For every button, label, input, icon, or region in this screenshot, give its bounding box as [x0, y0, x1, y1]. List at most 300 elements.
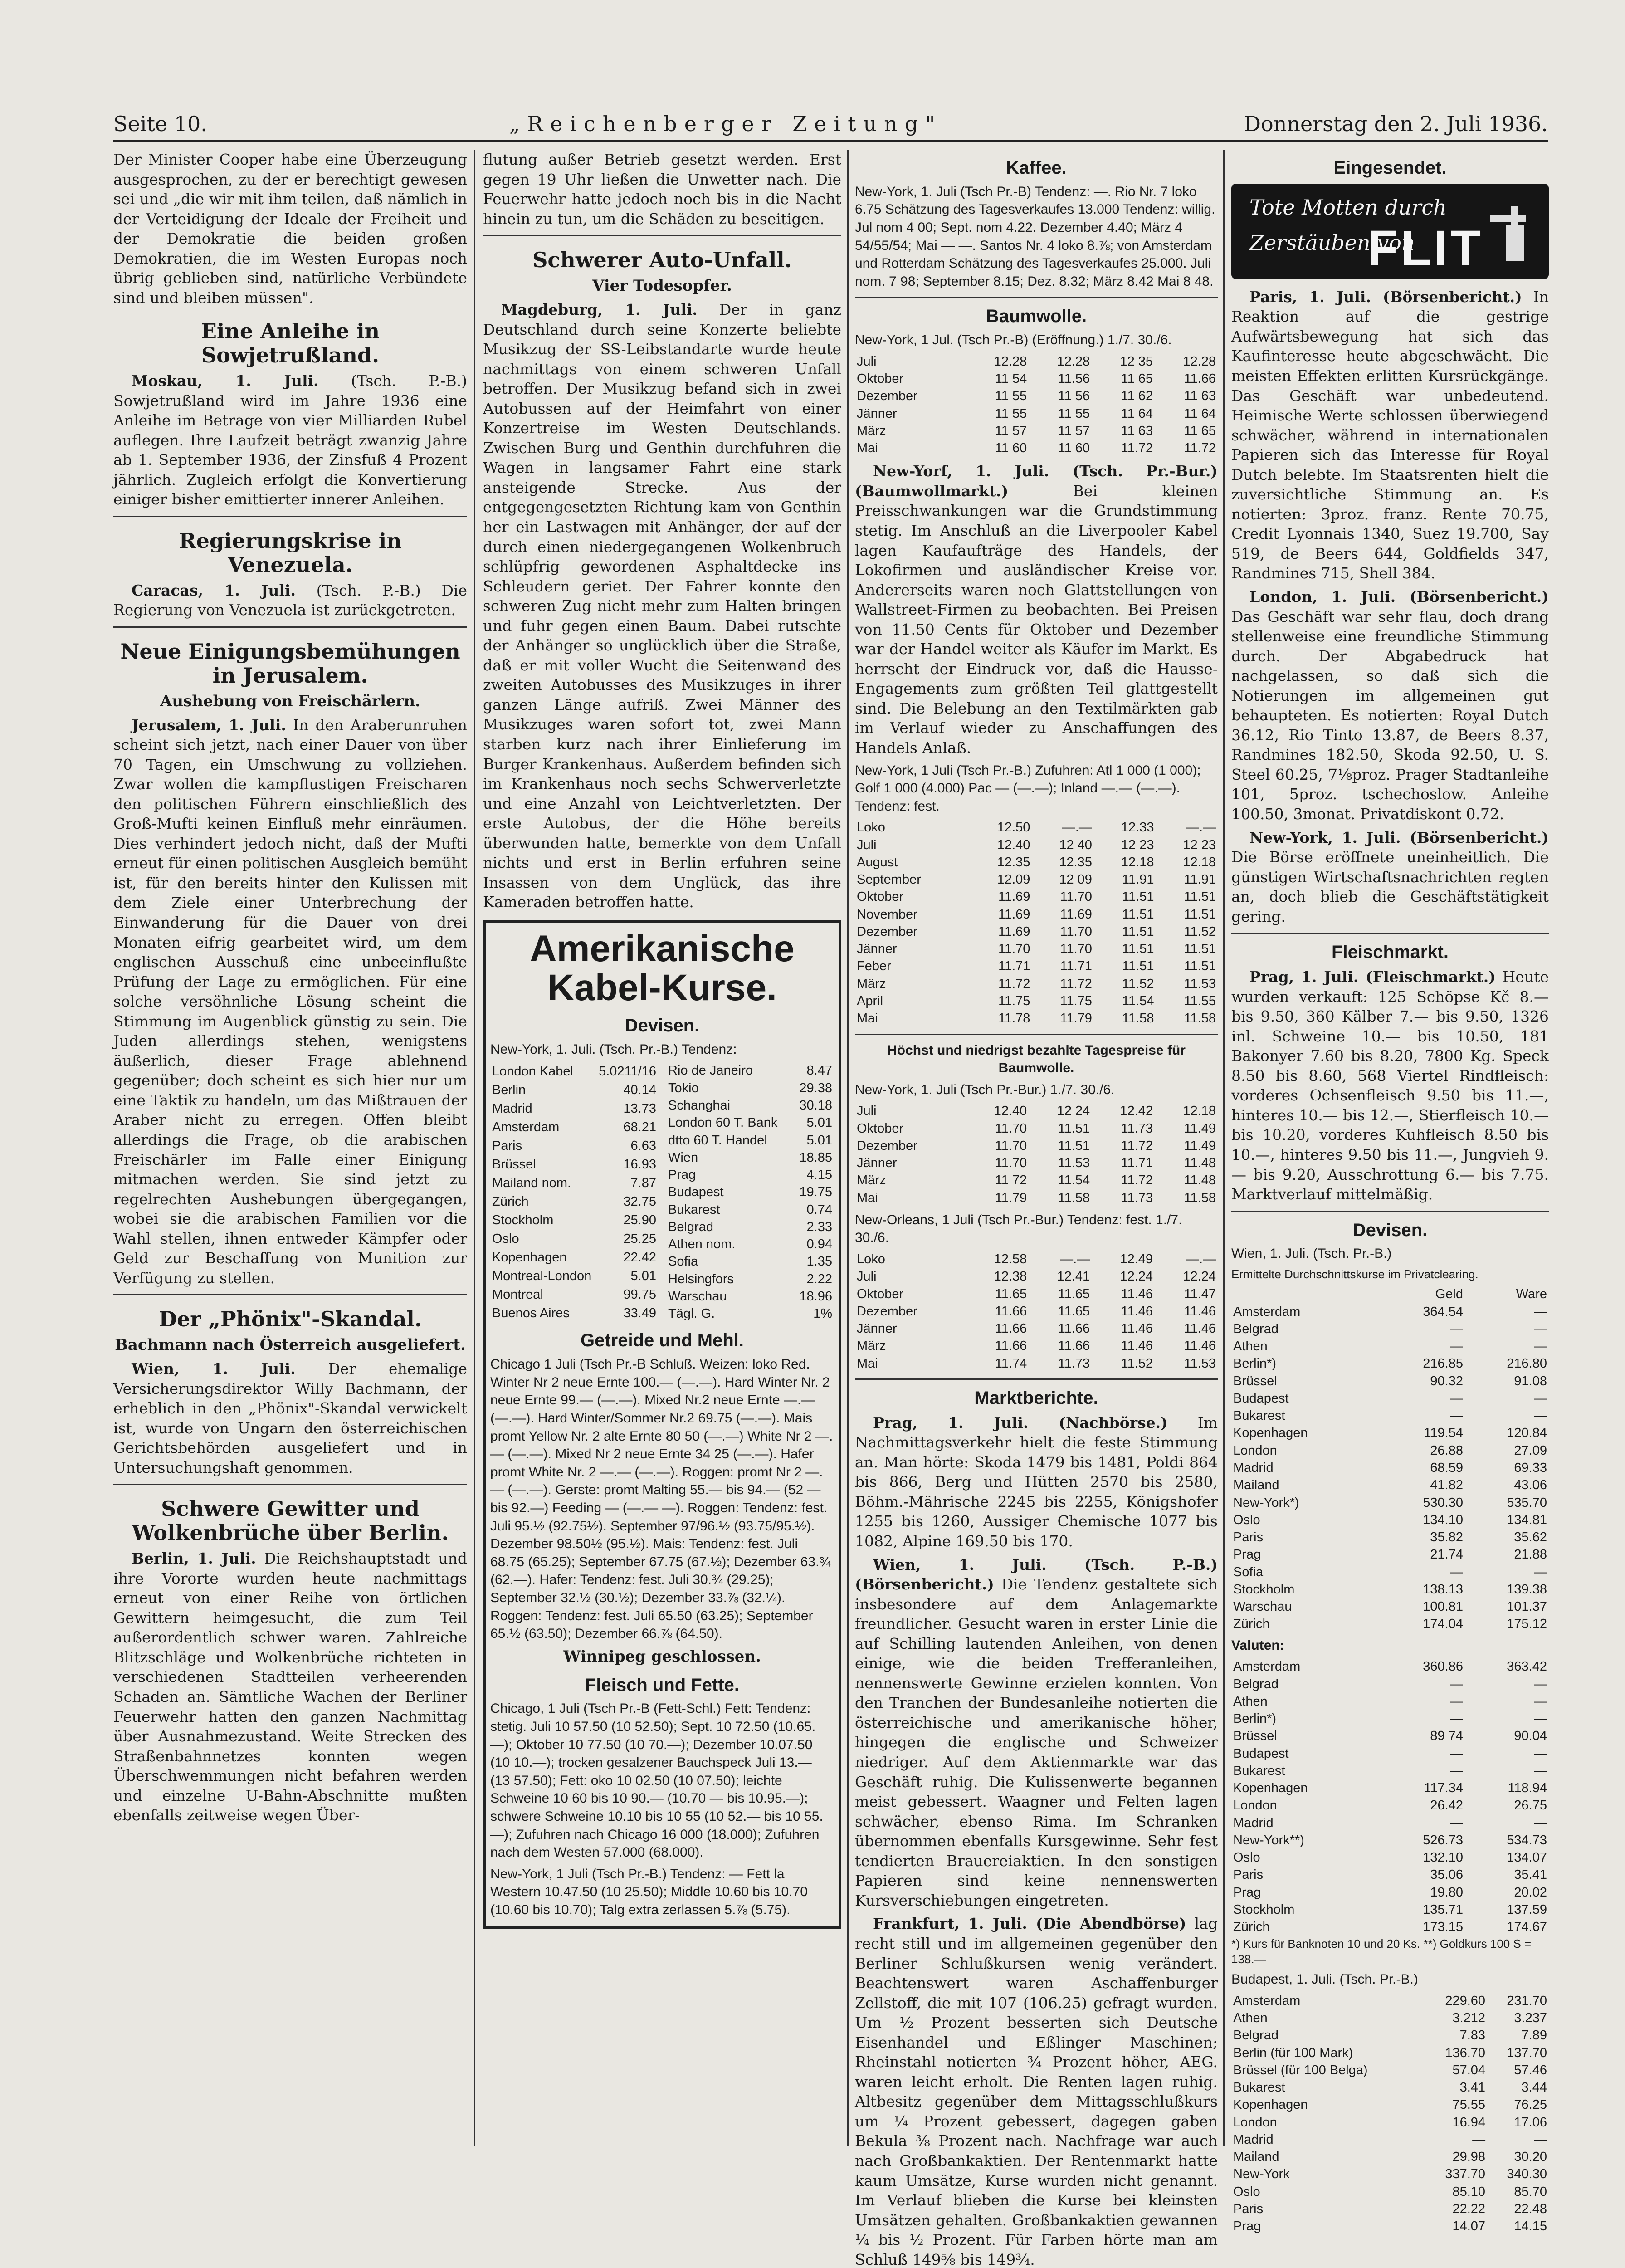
row-value: 12.28 — [1183, 354, 1216, 369]
article-text: Der in ganz Deutschland durch seine Konzerte beliebte Musikzug der SS-Leibstandarte wurde heute nachmittags von einem schweren Unfall betroffen. Der Musikzug befand sich in zwei Autobussen auf der Heimfahrt von einer Konzertreise im Westen Deutschlands. Zwischen Burg und Genthin durchfuhren die Wagen in langsamer Fahrt eine stark ansteigende Strecke. Aus der entgegengesetzten Richtung kam von Genthin her ein Lastwagen mit Anhänger, der auf der durch einen niedergegangenen Wolkenbruch schlüpfrig gewordenen Asphaltdecke ins Schleudern geriet. Der Fahrer konnte den schweren Zug nicht mehr zum Halten bringen und fuhr gegen einen Baum. Dabei rutschte der Anhänger so unglücklich über die Straße, daß er mit voller Wucht die Seitenwand des zweiten Autobusses des Musikzuges in ihrer ganzen Länge aufriß. Zwei Männer des Musikzuges waren sofort tot, zwei Mann starben kurz nach ihrer Einlieferung im Burger Krankenhaus. Außerdem befinden sich im Krankenhaus noch sechs Schwerverletzte und eine Anzahl von Leichtverletzten. Der erste Autobus, der die Höhe bereits überwunden hatte, bemerkte von dem Unfall nichts und erst in Berlin erfuhren seine Insassen von dem Unglück, das ihre Kameraden betroffen hatte. — [483, 300, 841, 911]
row-value: 11 65 — [1184, 423, 1216, 438]
table-row — [490, 1266, 658, 1285]
row-label: Amsterdam — [1233, 1993, 1301, 2008]
table-row — [1231, 1884, 1549, 1901]
row-label: Belgrad — [1233, 1677, 1279, 1691]
article-text: In Reaktion auf die gestrige Aufwärtsbewegung hat sich das Kaufinteresse heute abgeschwächt. Die meisten Effekten erlitten Kursrückgänge. Das Geschäft war unbedeutend. Heimische Werte schlossen überwiegend schwächer, während in internationalen Papieren sich das Interesse für Royal Dutch belebte. Im Staatsrenten hielt die zuversichtliche Stimmung an. Es notierten: 3proz. franz. Rente 70.75, Credit Lyonnais 1340, Suez 19.700, Say 519, de Beers 644, Goldfields 347, Randmines 715, Shell 384. — [1231, 288, 1549, 582]
article-continuation: Der Minister Cooper habe eine Überzeugung ausgesprochen, zu der er berechtigt gewesen sei und „die wir mit ihm teilen, daß nämlich in der Verteidigung der Ideale der Freiheit und der Demokratie die beiden großen Demokratien, die im Westen Europas noch übrig geblieben sind, natürliche Verbündete sind und bleiben müssen". — [113, 151, 467, 307]
row-value: 35.82 — [1430, 1530, 1463, 1545]
row-value: 3.44 — [1521, 2080, 1547, 2095]
row-value: 5.01 — [806, 1133, 832, 1148]
table-row — [666, 1218, 834, 1236]
row-value: 75.55 — [1452, 2097, 1486, 2112]
row-value: 25.90 — [623, 1212, 656, 1227]
table-header-blank — [1231, 1286, 1381, 1303]
table-row — [1231, 1373, 1549, 1390]
row-value: 11.46 — [1184, 1304, 1216, 1319]
row-value: 11.70 — [995, 1121, 1027, 1136]
table-row — [855, 1355, 1218, 1372]
row-value: 33.49 — [623, 1305, 656, 1320]
row-label: Paris — [1233, 1867, 1264, 1882]
meat-report: Chicago, 1 Juli (Tsch Pr.-B (Fett-Schl.) Fett: Tendenz: stetig. Juli 10 57.50 (10 52.50); Sept. 10 72.50 (10.65.—); Oktober 10 77.50 (10 70.—); Dezember 10.07.50 (10 10.—); trocken gesalzener Bauchspeck Juli 13.— (13 57.50); Fett: oko 10 02.50 (10 07.50); leichte Schweine 10 60 bis 10 90.— (10.70 — bis 10.95.—); schwere Schweine 10.10 bis 10 55 (10 52.— bis 10 55.—); Zufuhren nach Chicago 16 000 (18.000); Zufuhren nach dem Westen 57.000 (68.000). — [490, 1701, 823, 1860]
article-body — [113, 1359, 467, 1477]
row-value: 137.70 — [1507, 2045, 1547, 2060]
row-value: 11.91 — [1122, 872, 1154, 887]
row-value: 229.60 — [1445, 1993, 1486, 2008]
row-label: Mai — [857, 1190, 878, 1205]
article-text: Der ehemalige Versicherungsdirektor Willy Bachmann, der erheblich in den „Phönix"-Skandal verwickelt ist, wurde von Ungarn den österreichischen Gerichtsbehörden ausgeliefert und in Untersuchungshaft genommen. — [113, 1360, 468, 1476]
article-separator — [855, 1034, 1218, 1035]
row-label: Bukarest — [1233, 1408, 1285, 1423]
table-heading: Valuten: — [1231, 1637, 1284, 1653]
row-value: 85.70 — [1514, 2184, 1547, 2199]
row-value: 11.46 — [1184, 1321, 1216, 1336]
row-label: Feber — [857, 959, 891, 974]
row-value: 11 54 — [995, 371, 1027, 386]
table-row — [666, 1114, 834, 1131]
row-value: 76.25 — [1514, 2097, 1547, 2112]
row-label: Paris — [1233, 2201, 1264, 2216]
article-separator — [113, 626, 467, 628]
row-value: 11.51 — [1184, 890, 1216, 904]
row-value: — — [1534, 1321, 1547, 1336]
row-label: April — [857, 993, 883, 1008]
row-value: 12 40 — [1059, 837, 1092, 852]
row-value: 40.14 — [623, 1082, 656, 1097]
row-label: Dezember — [857, 389, 917, 404]
budapest-table — [1231, 1992, 1549, 2235]
row-label: Oktober — [857, 1121, 904, 1136]
row-label: Budapest — [668, 1185, 724, 1200]
row-value: 11.51 — [1122, 890, 1154, 904]
row-label: Tokio — [668, 1080, 699, 1095]
article-separator — [113, 516, 467, 517]
row-value: 90.04 — [1514, 1729, 1547, 1744]
row-value: 337.70 — [1445, 2167, 1486, 2182]
ad-brand: FLIT — [1367, 220, 1484, 276]
row-value: 68.59 — [1430, 1461, 1463, 1476]
row-label: Juli — [857, 1104, 877, 1119]
row-label: Helsingfors — [668, 1271, 734, 1286]
table-row — [1231, 1832, 1549, 1849]
table-row — [855, 871, 1218, 888]
section-heading: Kaffee. — [1006, 158, 1067, 178]
table-row — [1231, 1676, 1549, 1693]
row-label: New-York — [1233, 2167, 1290, 2182]
table-row — [855, 1172, 1218, 1189]
page-number: Seite 10. — [113, 112, 207, 136]
row-label: August — [857, 855, 898, 870]
section-heading: Fleischmarkt. — [1332, 942, 1449, 963]
dateline: Magdeburg, 1. Juli. — [501, 300, 698, 318]
table-row — [855, 422, 1218, 440]
dateline: New-Yorf, 1. Juli. (Tsch. Pr.-Bur.) (Baumwollmarkt.) — [855, 462, 1218, 500]
row-value: 90.32 — [1430, 1374, 1463, 1388]
table-row — [855, 1303, 1218, 1320]
row-label: Madrid — [1233, 1461, 1274, 1476]
row-label: März — [857, 1339, 886, 1354]
row-value: 7.87 — [630, 1175, 656, 1190]
row-label: Madrid — [1233, 2132, 1274, 2147]
article-body — [855, 1555, 1218, 1911]
row-value: 11.69 — [1060, 907, 1092, 922]
row-value: 19.80 — [1430, 1885, 1463, 1900]
table-row — [1231, 1797, 1549, 1814]
row-value: 18.85 — [799, 1150, 832, 1165]
dateline: New-York, 1. Juli. (Börsenbericht.) — [1249, 828, 1549, 846]
row-value: 11.73 — [1058, 1356, 1090, 1371]
table-row — [855, 387, 1218, 405]
row-label: Athen — [1233, 1694, 1268, 1709]
dateline: Paris, 1. Juli. (Börsenbericht.) — [1249, 288, 1522, 306]
cable-rates-title: Amerikanische Kabel-Kurse. — [530, 928, 795, 1008]
row-value: —.— — [1062, 820, 1092, 835]
article-separator — [1231, 1211, 1549, 1212]
row-label: Oktober — [857, 1286, 904, 1301]
table-row — [1231, 1866, 1549, 1883]
row-value: 11.49 — [1184, 1121, 1216, 1136]
article-subheadline: Aushebung von Freischärlern. — [160, 692, 420, 710]
row-value: 69.33 — [1514, 1461, 1547, 1476]
table-row — [855, 958, 1218, 975]
row-label: Buenos Aires — [492, 1305, 570, 1320]
table-row — [855, 836, 1218, 854]
row-value: 20.02 — [1514, 1885, 1547, 1900]
row-value: 11 60 — [1058, 441, 1090, 456]
row-value: 26.75 — [1514, 1798, 1547, 1813]
row-value: 11.54 — [1058, 1173, 1090, 1188]
row-value: 11.73 — [1121, 1190, 1153, 1205]
section-heading: Eingesendet. — [1333, 158, 1447, 178]
row-label: Zürich — [1233, 1920, 1270, 1935]
row-value: — — [1449, 1391, 1463, 1406]
row-value: 134.07 — [1507, 1850, 1547, 1865]
row-value: 139.38 — [1507, 1582, 1547, 1597]
table-row — [666, 1271, 834, 1288]
article-body — [1231, 828, 1549, 927]
row-value: — — [1534, 1677, 1547, 1691]
row-value: — — [1534, 1763, 1547, 1778]
col-header-ware: Ware — [1516, 1287, 1547, 1302]
table-row — [855, 405, 1218, 422]
vienna-valuten-table — [1231, 1658, 1549, 1936]
row-value: —.— — [1060, 1252, 1090, 1267]
row-value: 57.46 — [1514, 2063, 1547, 2077]
row-label: März — [857, 976, 886, 991]
row-value: 138.13 — [1423, 1582, 1463, 1597]
article-body — [113, 371, 467, 509]
cotton-highlow-table — [855, 1102, 1218, 1207]
dateline: Prag, 1. Juli. (Fleischmarkt.) — [1249, 968, 1496, 986]
row-label: New-York*) — [1233, 1495, 1299, 1510]
row-label: Kopenhagen — [492, 1250, 567, 1265]
table-row — [1231, 1529, 1549, 1546]
row-value: 11.52 — [1122, 976, 1154, 991]
row-label: Madrid — [492, 1101, 532, 1116]
row-label: Oslo — [1233, 2184, 1260, 2199]
section-heading: Devisen. — [1352, 1220, 1428, 1240]
row-label: März — [857, 1173, 886, 1188]
table-row — [855, 1102, 1218, 1119]
row-value: 11.46 — [1121, 1286, 1153, 1301]
table-row — [490, 1192, 658, 1211]
row-label: Juli — [857, 837, 877, 852]
row-value: 12.50 — [997, 820, 1030, 835]
row-value: 11 55 — [995, 389, 1027, 404]
row-value: 530.30 — [1423, 1495, 1463, 1510]
row-label: Belgrad — [668, 1219, 713, 1234]
row-value: 14.07 — [1452, 2219, 1486, 2234]
table-row — [855, 992, 1218, 1010]
section-heading: Devisen. — [625, 1016, 700, 1036]
row-value: 11.66 — [1184, 371, 1216, 386]
devisen-table-left — [490, 1062, 658, 1322]
table-row — [855, 940, 1218, 958]
row-label: Mai — [857, 1356, 878, 1371]
row-value: 3.237 — [1514, 2011, 1547, 2025]
ad-text: Zerstäuben von — [1249, 230, 1415, 255]
row-value: 134.10 — [1423, 1512, 1463, 1527]
table-row — [666, 1132, 834, 1149]
row-value: 5.01 — [806, 1115, 832, 1130]
row-value: 21.74 — [1430, 1547, 1463, 1562]
article-body — [113, 581, 467, 620]
row-label: Bukarest — [668, 1202, 720, 1217]
row-value: 11.66 — [995, 1339, 1027, 1354]
cotton-opening-table — [855, 353, 1218, 457]
row-value: 11.73 — [1121, 1121, 1153, 1136]
row-value: 8.47 — [806, 1063, 832, 1078]
row-label: Schanghai — [668, 1098, 731, 1113]
row-value: — — [1534, 1304, 1547, 1319]
row-value: 11.53 — [1058, 1156, 1090, 1171]
table-row — [1231, 1442, 1549, 1459]
row-value: — — [1449, 1815, 1463, 1830]
row-label: Dezember — [857, 1138, 917, 1153]
sprayer-icon — [1488, 197, 1537, 265]
row-value: 11.72 — [1121, 1138, 1153, 1153]
table-row — [1231, 1320, 1549, 1338]
grain-report: Chicago 1 Juli (Tsch Pr.-B Schluß. Weizen: loko Red. Winter Nr 2 neue Ernte 100.— (—.—). Hard Winter Nr. 2 neue Ernte 99.— (—.—). Mixed Nr.2 neue Ernte —.— (—.—). Hard Winter/Sommer Nr.2 69.75 (—.—). Mais promt Yellow Nr. 2 alte Ernte 80 50 (—.—) White Nr 2 —.— (—.—). Mixed Nr 2 neue Ernte 34 25 (—.—). Hafer promt White Nr. 2 —.— (—.—). Roggen: promt Nr 2 —.— (—.—). Gerste: promt Malting 55.— bis 94.— (52 — bis 92.—) Feeding — (—.— —). Roggen: Tendenz: fest. Juli 95.½ (92.75½). September 97/96.½ (93.75/95.½). Dezember 98.50½ (95.½). Mais: Tendenz: fest. Juli 68.75 (65.25); September 67.75 (67.½); Dezember 63.¾ (62.—). Hafer: Tendenz: fest. Juli 30.¾ (29.25); September 32.½ (30.½); Dezember 33.⅞ (32.¼). Roggen: Tendenz: fest. Juli 65.50 (63.25); September 65.½ (63.50); Dezember 66.⅞ (64.50). — [490, 1357, 833, 1642]
row-label: New-York**) — [1233, 1833, 1304, 1848]
row-value: 11.69 — [998, 907, 1030, 922]
column-rule — [474, 150, 475, 2146]
row-label: Berlin*) — [1233, 1356, 1277, 1371]
dateline: Berlin, 1. Juli. — [132, 1549, 256, 1568]
row-value: 12 09 — [1059, 872, 1092, 887]
row-value: 526.73 — [1423, 1833, 1463, 1848]
table-row — [1231, 1727, 1549, 1745]
row-label: Montreal-London — [492, 1268, 592, 1283]
row-value: 12.40 — [994, 1104, 1027, 1119]
meat-report: New-York, 1 Juli (Tsch Pr.-B.) Tendenz: — Fett la Western 10.47.50 (10 25.50); Middle 10.60 bis 10.70 (10.60 bis 10.70); Talg extra zerlassen 5.⅞ (5.75). — [490, 1866, 808, 1917]
row-value: 22.42 — [623, 1250, 656, 1265]
table-row — [490, 1285, 658, 1304]
table-row — [1231, 1459, 1549, 1476]
table-row — [490, 1211, 658, 1229]
row-value: 12.18 — [1183, 855, 1216, 870]
table-row — [855, 906, 1218, 923]
article-body — [855, 461, 1218, 758]
table-row — [1231, 1564, 1549, 1581]
row-value: 11 57 — [1058, 423, 1090, 438]
row-value: 120.84 — [1507, 1426, 1547, 1441]
row-label: dtto 60 T. Handel — [668, 1133, 767, 1148]
row-value: 7.83 — [1459, 2028, 1486, 2043]
row-label: Belgrad — [1233, 1321, 1279, 1336]
table-row — [1231, 1658, 1549, 1675]
article-separator — [855, 297, 1218, 298]
table-row — [1231, 1424, 1549, 1442]
table-row — [666, 1166, 834, 1183]
row-value: 11.51 — [1122, 942, 1154, 957]
dateline: Prag, 1. Juli. (Nachbörse.) — [873, 1413, 1168, 1432]
table-row — [1231, 1762, 1549, 1779]
table-row — [855, 440, 1218, 457]
row-label: Bukarest — [1233, 2080, 1285, 2095]
article-body — [1231, 587, 1549, 824]
market-line: New-Orleans, 1 Juli (Tsch Pr.-Bur.) Tendenz: fest. 1./7. 30./6. — [855, 1212, 1182, 1246]
row-label: London — [1233, 1798, 1277, 1813]
article-continuation: flutung außer Betrieb gesetzt werden. Erst gegen 19 Uhr ließen die Unwetter nach. Die Feuerwehr hatte jedoch noch bis in die Nacht hinein zu tun, um die Schäden zu beseitigen. — [483, 151, 841, 228]
row-value: — — [1534, 1815, 1547, 1830]
row-value: — — [1449, 1746, 1463, 1761]
row-label: Zürich — [492, 1194, 529, 1209]
flit-advertisement — [1231, 184, 1549, 279]
row-label: Athen nom. — [668, 1237, 736, 1252]
table-row — [855, 854, 1218, 871]
table-row — [666, 1080, 834, 1097]
table-row — [1231, 1581, 1549, 1598]
row-value: 18.96 — [799, 1289, 832, 1304]
row-label: Stockholm — [492, 1212, 554, 1227]
row-label: Sofia — [1233, 1564, 1264, 1579]
row-value: 11.51 — [1058, 1121, 1090, 1136]
table-row — [855, 1337, 1218, 1354]
row-value: 11.51 — [1058, 1138, 1090, 1153]
dateline: Jerusalem, 1. Juli. — [132, 716, 286, 734]
row-value: 16.94 — [1452, 2115, 1486, 2130]
row-value: 89 74 — [1430, 1729, 1463, 1744]
row-value: 11.70 — [998, 942, 1030, 957]
page-header — [113, 108, 1548, 142]
ad-text: Tote Motten durch — [1249, 195, 1447, 220]
row-value: 11.58 — [1122, 1011, 1154, 1026]
row-value: 12.24 — [1183, 1269, 1216, 1284]
table-row — [1231, 2044, 1549, 2062]
row-value: 134.81 — [1507, 1512, 1547, 1527]
table-row — [1231, 2183, 1549, 2200]
row-label: Brüssel — [492, 1157, 536, 1172]
column-rule — [1223, 150, 1225, 2146]
row-value: 2.22 — [806, 1271, 832, 1286]
row-label: Madrid — [1233, 1815, 1274, 1830]
table-row — [1231, 2062, 1549, 2079]
table-row — [666, 1183, 834, 1201]
row-label: Zürich — [1233, 1617, 1270, 1632]
table-row — [1231, 1303, 1549, 1320]
row-value: 216.85 — [1423, 1356, 1463, 1371]
row-value: 12.24 — [1120, 1269, 1153, 1284]
article-separator — [113, 1484, 467, 1485]
row-value: — — [1472, 2132, 1486, 2147]
row-value: — — [1449, 1694, 1463, 1709]
row-value: — — [1449, 1339, 1463, 1354]
row-label: Oktober — [857, 890, 904, 904]
table-row — [490, 1118, 658, 1136]
article-subheadline: Bachmann nach Österreich ausgeliefert. — [115, 1336, 466, 1354]
new-orleans-table — [855, 1251, 1218, 1372]
row-value: 26.42 — [1430, 1798, 1463, 1813]
dateline: Wien, 1. Juli. (Tsch. P.-B.) (Börsenbericht.) — [855, 1555, 1218, 1593]
table-row — [1231, 1355, 1549, 1372]
row-label: Mailand — [1233, 2150, 1279, 2165]
table-row — [1231, 1476, 1549, 1494]
row-value: 12.40 — [997, 837, 1030, 852]
row-value: 11.51 — [1122, 959, 1154, 974]
row-label: London Kabel — [492, 1064, 573, 1079]
row-value: 29.38 — [799, 1080, 832, 1095]
table-row — [1231, 2131, 1549, 2148]
column-4 — [1231, 150, 1549, 2234]
table-row — [1231, 1546, 1549, 1563]
row-value: 11 60 — [995, 441, 1027, 456]
cotton-closing-table — [855, 819, 1218, 1027]
row-label: Amsterdam — [492, 1119, 560, 1134]
row-value: 11 64 — [1184, 406, 1216, 421]
section-heading: Getreide und Mehl. — [580, 1330, 744, 1351]
row-value: 11.70 — [995, 1156, 1027, 1171]
row-label: Athen — [1233, 2011, 1268, 2025]
row-value: 11.79 — [1060, 1011, 1092, 1026]
table-row — [490, 1155, 658, 1173]
row-label: Oslo — [1233, 1512, 1260, 1527]
table-row — [1231, 1779, 1549, 1797]
row-label: Prag — [1233, 1547, 1261, 1562]
row-value: — — [1534, 2132, 1547, 2147]
row-value: 173.15 — [1423, 1920, 1463, 1935]
dateline: Caracas, 1. Juli. — [132, 581, 296, 599]
row-value: 11.52 — [1121, 1356, 1153, 1371]
section-heading: Baumwolle. — [986, 306, 1087, 327]
table-row — [855, 353, 1218, 370]
article-body — [113, 1549, 467, 1825]
table-row — [666, 1062, 834, 1079]
row-label: Mailand nom. — [492, 1175, 571, 1190]
table-row — [490, 1136, 658, 1155]
row-value: 11.46 — [1121, 1304, 1153, 1319]
article-headline: Regierungskrise in Venezuela. — [179, 528, 402, 577]
market-line: New-York, 1. Juli. (Tsch. Pr.-B.) Tendenz: — [490, 1041, 737, 1057]
table-row — [1231, 1615, 1549, 1633]
row-value: 100.81 — [1423, 1599, 1463, 1614]
row-value: 30.20 — [1514, 2150, 1547, 2165]
row-value: 35.41 — [1514, 1867, 1547, 1882]
row-value: 11 63 — [1121, 423, 1153, 438]
table-row — [855, 819, 1218, 836]
row-value: 12 24 — [1057, 1104, 1090, 1119]
row-value: 41.82 — [1430, 1478, 1463, 1493]
row-value: 118.94 — [1508, 1781, 1547, 1796]
row-value: 3.212 — [1452, 2011, 1486, 2025]
row-label: Paris — [1233, 1530, 1264, 1545]
row-value: 12.41 — [1057, 1269, 1090, 1284]
row-label: Amsterdam — [1233, 1304, 1301, 1319]
row-value: 11 72 — [995, 1173, 1027, 1188]
article-separator — [855, 1378, 1218, 1380]
row-value: 11.51 — [1184, 907, 1216, 922]
row-value: — — [1449, 1408, 1463, 1423]
